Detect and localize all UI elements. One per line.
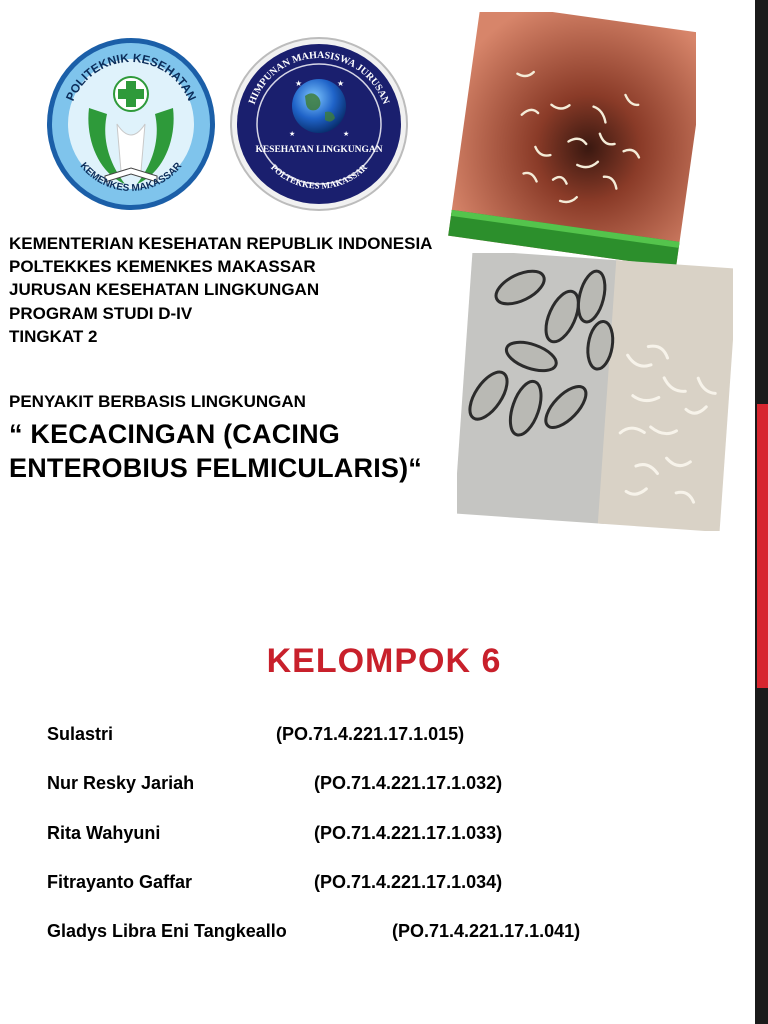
presentation-title	[9, 417, 529, 485]
member-nim: (PO.71.4.221.17.1.033)	[314, 823, 503, 843]
hmj-logo-bottom-text: POLTEKKES MAKASSAR	[268, 162, 370, 191]
member-nim: (PO.71.4.221.17.1.041)	[392, 921, 581, 941]
header-line: POLTEKKES KEMENKES MAKASSAR	[9, 257, 316, 277]
title-line-2: ENTEROBIUS FELMICULARIS)“	[9, 453, 422, 483]
hmj-logo-middle-text: KESEHATAN LINGKUNGAN	[255, 145, 383, 155]
microscopy-eggs-worms-photo	[457, 253, 733, 531]
hmj-logo	[229, 36, 409, 212]
member-nim: (PO.71.4.221.17.1.015)	[276, 724, 465, 744]
member-name: Fitrayanto Gaffar	[47, 872, 193, 892]
member-name: Sulastri	[47, 724, 114, 744]
svg-text:★: ★	[343, 130, 350, 138]
member-name: Rita Wahyuni	[47, 823, 161, 843]
title-line-1: “ KECACINGAN (CACING	[9, 419, 340, 449]
hmj-logo-top-text: HIMPUNAN MAHASISWA JURUSAN	[246, 49, 392, 106]
header-line: TINGKAT 2	[9, 326, 98, 346]
course-subject: PENYAKIT BERBASIS LINGKUNGAN	[9, 392, 306, 411]
header-line: PROGRAM STUDI D-IV	[9, 303, 193, 323]
member-name: Gladys Libra Eni Tangkeallo	[47, 921, 287, 941]
pinworm-clinical-photo	[448, 12, 696, 278]
svg-text:★: ★	[289, 130, 296, 138]
poltekkes-logo-bottom-text: KEMENKES MAKASSAR	[77, 160, 185, 195]
header-line: KEMENTERIAN KESEHATAN REPUBLIK INDONESIA	[9, 234, 433, 253]
svg-text:★: ★	[295, 79, 303, 88]
institution-header	[9, 232, 432, 348]
member-name: Nur Resky Jariah	[47, 773, 195, 793]
poltekkes-logo	[45, 36, 217, 212]
poltekkes-logo-top-text: POLITEKNIK KESEHATAN	[62, 50, 200, 104]
member-nim: (PO.71.4.221.17.1.034)	[314, 872, 503, 892]
header-line: JURUSAN KESEHATAN LINGKUNGAN	[9, 280, 320, 300]
member-nim: (PO.71.4.221.17.1.032)	[314, 773, 503, 793]
svg-text:★: ★	[337, 79, 345, 88]
group-title: KELOMPOK 6	[266, 642, 502, 680]
